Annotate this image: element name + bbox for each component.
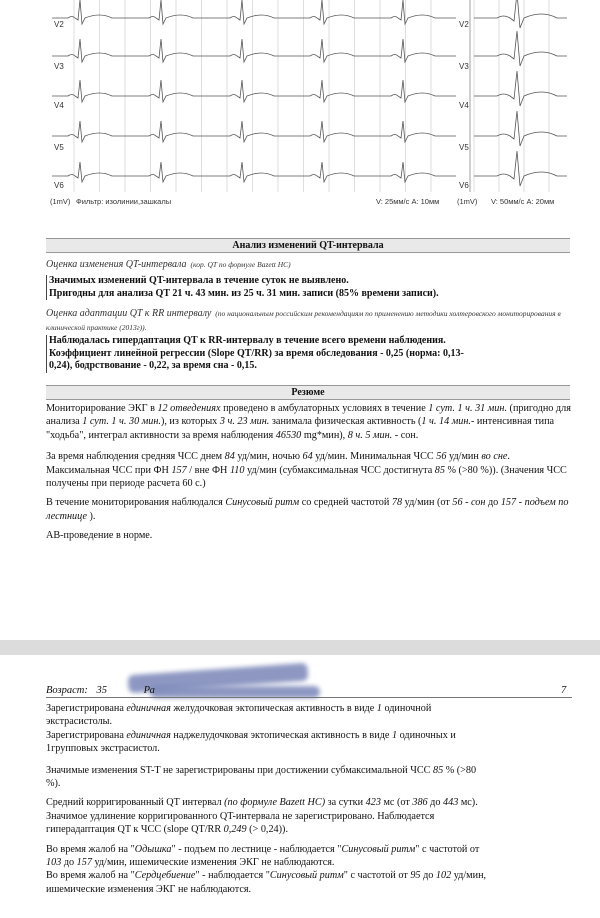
qt-section-header: Анализ изменений QT-интервала	[46, 238, 570, 253]
speed-label-zoom: V: 50мм/с A: 20мм	[491, 197, 555, 206]
qt-change-result	[46, 275, 575, 300]
lead-label-v5: V5	[54, 143, 64, 152]
qt-adapt-result-line1: Наблюдалась гипердаптация QT к RR-интервалу в течение всего времени наблюдения.	[49, 335, 446, 346]
ecg-trace-zoom	[474, 0, 567, 28]
calibration-label: (1mV)	[50, 197, 71, 206]
qt-change-label	[46, 254, 572, 272]
qt-change-note: (кор. QT по формуле Bazett HC)	[190, 260, 291, 269]
supraventricular-ectopy-line: Зарегистрирована единичная наджелудочковая эктопическая активность в виде 1 одиночных и 1групповых экстрасистол.	[46, 729, 456, 755]
ecg-trace-main	[52, 39, 456, 62]
resume-av-paragraph: АВ-проведение в норме.	[46, 530, 153, 542]
qt-adapt-note: (по национальным российским рекомендациям по применению методики холтеровского мониторирования в клинической практике (2013г)).	[46, 309, 561, 332]
qt-adapt-result-line2: Коэффициент линейной регрессии (Slope QT/RR) за время обследования - 0,25 (норма: 0,13-	[49, 347, 464, 359]
age-value: 35	[96, 685, 107, 696]
ecg-trace-zoom	[474, 111, 567, 146]
resume-section-header: Резюме	[46, 385, 570, 400]
page-number: 7	[561, 685, 567, 696]
ecg-traces	[52, 0, 572, 200]
qt-adapt-result-line3: 0,24), бодрствование - 0,22, за время сна - 0,15.	[49, 360, 257, 371]
lead-label-v6-zoom: V6	[459, 181, 469, 190]
qt-adapt-label	[46, 306, 572, 334]
lead-label-v6: V6	[54, 181, 64, 190]
speed-label-main: V: 25мм/с A: 10мм	[376, 197, 440, 206]
qt-interval-line: Средний корригированный QT интервал (по формуле Bazett HC) за сутки 423 мс (от 386 до 443 мс). Значимое удлинение корригированного QT-интервала не зарегистрировано. Наблюдается гиперадаптация QT к ЧСС (slope QT/RR 0,249 (> 0,24)).	[46, 797, 478, 836]
lead-label-v4-zoom: V4	[459, 101, 469, 110]
ecg-trace-main	[52, 0, 456, 24]
lead-label-v2: V2	[54, 20, 64, 29]
qt-adapt-title: Оценка адаптации QT к RR интервалу	[46, 308, 212, 319]
patient-name: Ра	[143, 685, 155, 696]
ecg-strip	[52, 0, 572, 200]
ecg-trace-zoom	[474, 31, 567, 66]
resume-heart-rate-paragraph: За время наблюдения средняя ЧСС днем 84 уд/мин, ночью 64 уд/мин. Минимальная ЧСС 56 уд/мин во сне. Максимальная ЧСС при ФН 157 / вне ФН 110 уд/мин (субмаксимальная ЧСС достигнута 85 % (>80 %)). (Значения ЧСС получены при периоде расчета 60 с.)	[46, 451, 567, 490]
ecg-trace-main	[52, 162, 456, 182]
qt-change-result-line2: Пригодны для анализа QT 21 ч. 43 мин. из 25 ч. 31 мин. записи (85% времени записи).	[49, 287, 439, 299]
resume-monitoring-paragraph: Мониторирование ЭКГ в 12 отведениях проведено в амбулаторных условиях в течение 1 сут. 1 ч. 31 мин. (пригодно для анализа 1 сут. 1 ч. 30 мин.), из которых 3 ч. 23 мин. занимала физическая активность (1 ч. 14 мин.- интенсивная типа "ходьба", интеграл активности за время наблюдения 46530 mg*мин), 8 ч. 5 мин. - сон.	[46, 403, 571, 441]
qt-adapt-result	[46, 335, 575, 373]
age-label: Возраст:	[46, 685, 88, 696]
header-divider	[46, 697, 572, 698]
lead-label-v3-zoom: V3	[459, 62, 469, 71]
ventricular-ectopy-line: Зарегистрирована единичная желудочковая эктопическая активность в виде 1 одиночной экстрасистолы.	[46, 703, 432, 728]
age-line	[46, 685, 155, 696]
lead-label-v4: V4	[54, 101, 64, 110]
ecg-trace-main	[52, 80, 456, 102]
page2-body	[46, 702, 572, 896]
complaints-line: Во время жалоб на "Одышка" - подъем по лестнице - наблюдается "Синусовый ритм" с частотой от 103 до 157 уд/мин, ишемические изменения ЭКГ не наблюдаются. Во время жалоб на "Сердцебиение" - наблюдается "Синусовый ритм" с частотой от 95 до 102 уд/мин, ишемические изменения ЭКГ не наблюдаются.	[46, 843, 487, 895]
qt-change-result-line1: Значимых изменений QT-интервала в течение суток не выявлено.	[49, 275, 349, 286]
ecg-trace-main	[52, 121, 456, 142]
ecg-trace-zoom	[474, 71, 567, 106]
st-t-line: Значимые изменения ST-T не зарегистрированы при достижении субмаксимальной ЧСС 85 % (>80 %).	[46, 764, 477, 790]
lead-label-v3: V3	[54, 62, 64, 71]
qt-change-title: Оценка изменения QT-интервала	[46, 259, 187, 270]
resume-rhythm-paragraph: В течение мониторирования наблюдался Синусовый ритм со средней частотой 78 уд/мин (от 56 - сон до 157 - подъем по лестнице ).	[46, 497, 569, 522]
resume-body	[46, 402, 572, 543]
lead-label-v2-zoom: V2	[459, 20, 469, 29]
ecg-trace-zoom	[474, 151, 567, 186]
filter-label: Фильтр: изолинии,зашкалы	[76, 197, 172, 206]
calibration-label-zoom: (1mV)	[457, 197, 478, 206]
lead-label-v5-zoom: V5	[459, 143, 469, 152]
